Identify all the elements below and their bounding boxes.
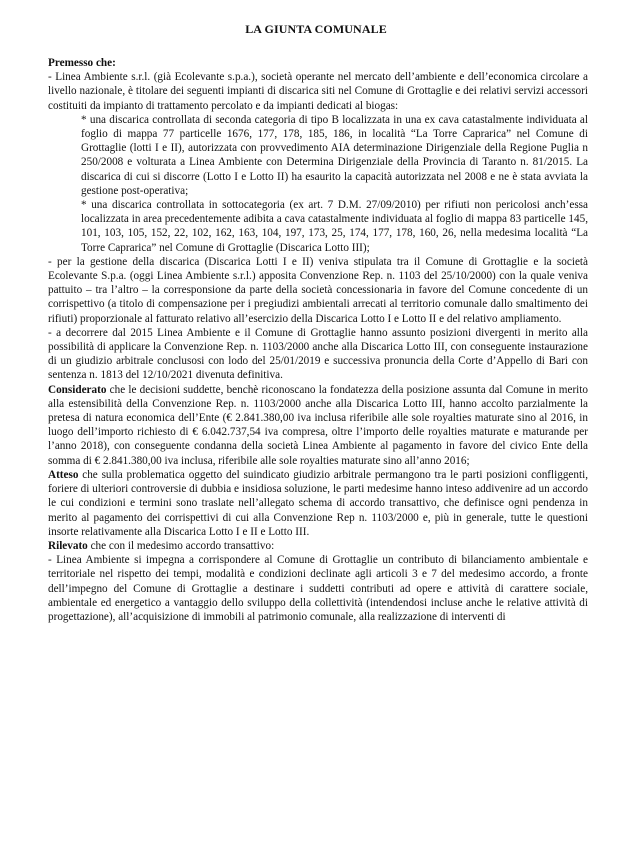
premesso-label (48, 56, 588, 70)
atteso-paragraph (48, 468, 588, 539)
atteso-label: Atteso (48, 468, 79, 481)
rilevato-label: Rilevato (48, 539, 88, 552)
rilevato-item-1: - Linea Ambiente si impegna a corrispondere al Comune di Grottaglie un contributo di bilanciamento ambientale e territoriale nel rispetto dei tempi, modalità e condizioni declinate agli articoli 3 e 7 del medesimo accordo, a fronte dell’impegno del Comune di Grottaglie a destinare i suddetti contributi ad opere e attività di carattere sociale, ambientale ed energetico a vantaggio dello sviluppo della collettività (intendendosi incluse anche le relative attività di progettazione), all’acquisizione di immobili al patrimonio comunale, alla realizzazione di interventi di (48, 554, 588, 623)
premesso-subitem-2: * una discarica controllata in sottocategoria (ex art. 7 D.M. 27/09/2010) per rifiuti non pericolosi anch’essa localizzata in area precedentemente adibita a cava catastalmente individuata al foglio di mappa 83 particelle 145, 101, 103, 105, 152, 22, 102, 162, 163, 104, 197, 173, 25, 174, 177, 178, 160, 26, nella medesima località “La Torre Caprarica” nel Comune di Grottaglie (Discarica Lotto III); (81, 199, 588, 254)
considerato-label: Considerato (48, 383, 107, 396)
premesso-paragraph-3: - a decorrere dal 2015 Linea Ambiente e il Comune di Grottaglie hanno assunto posizioni divergenti in merito alla possibilità di applicare la Convenzione Rep. n. 1103/2000 anche alla Discarica Lotto III, con conseguente instaurazione di un giudizio arbitrale conclusosi con lodo del 25/01/2019 e successiva pronuncia della Corte d’Appello di Bari con sentenza n. 1813 del 12/10/2021 divenuta definitiva. (48, 326, 588, 382)
atteso-text: che sulla problematica oggetto del suindicato giudizio arbitrale permangono tra le parti posizioni confliggenti, foriere di ulteriori controversie di dubbia e insidiosa soluzione, le parti medesime hanno inteso addivenire ad un accordo le cui condizioni e termini sono traslate nell’allegato schema di accordo transattivo, che definisce ogni pendenza in merito al pagamento dei corrispettivi di cui alla Convenzione Rep n. 1103/2000 e, più in generale, tutte le questioni insorte relativamente alla Discarica Lotto I e II e Lotto III. (48, 468, 588, 538)
considerato-text: che le decisioni suddette, benchè riconoscano la fondatezza della posizione assunta dal Comune in merito alla estensibilità della Convenzione Rep. n. 1103/2000 anche alla Discarica Lotto III, hanno accolto parzialmente la pretesa di natura economica dell’Ente (€ 2.841.380,00 iva inclusa riferibile alle sole royalties maturate sino al 2016, in luogo dell’importo richiesto di € 6.042.737,54 iva compresa, oltre l’importo delle royalties maturate e maturande per l’anno 2018), con conseguente condanna della società Linea Ambiente al pagamento in favore del civico Ente della somma di € 2.841.380,00 iva inclusa, riferibile alle sole royalties maturate sino all’anno 2016; (48, 383, 588, 467)
rilevato-text: che con il medesimo accordo transattivo: (87, 539, 275, 552)
document-body (48, 56, 588, 624)
premesso-paragraph-2: - per la gestione della discarica (Discarica Lotti I e II) veniva stipulata tra il Comune di Grottaglie e la società Ecolevante S.p.a. (oggi Linea Ambiente s.r.l.) apposita Convenzione Rep. n. 1103 del 25/10/2000) con la quale veniva pattuito – tra l’altro – la corresponsione da parte della società concessionaria in favore del Comune concedente di un corrispettivo (a titolo di compensazione per i pregiudizi ambientali arrecati al territorio comunale dallo smaltimento dei rifiuti) proporzionale al fatturato relativo all’esercizio della Discarica Lotto I e Lotto II e del relativo ampliamento. (48, 255, 588, 325)
page-title: LA GIUNTA COMUNALE (245, 22, 387, 36)
considerato-paragraph (48, 383, 588, 468)
premesso-heading: Premesso che: (48, 57, 116, 69)
premesso-subitem-1: * una discarica controllata di seconda categoria di tipo B localizzata in una ex cava catastalmente individuata al foglio di mappa 77 particelle 1676, 177, 178, 185, 186, in località “La Torre Caprarica” nel Comune di Grottaglie (lotti I e II), autorizzata con provvedimento AIA determinazione Dirigenziale della Regione Puglia n 250/2008 e volturata a Linea Ambiente con Determina Dirigenziale della Provincia di Taranto n. 81/2015. La discarica di cui si discorre (Lotto I e Lotto II) ha esaurito la capacità autorizzata nel 2008 e ne è stata avviata la gestione post-operativa; (81, 113, 588, 197)
premesso-paragraph-1: - Linea Ambiente s.r.l. (già Ecolevante s.p.a.), società operante nel mercato dell’ambiente e dell’economica circolare a livello nazionale, è titolare dei seguenti impianti di discarica siti nel Comune di Grottaglie e dei relativi servizi accessori costituiti da impianto di trattamento percolato e da impianti dedicati al biogas: (48, 71, 588, 112)
rilevato-paragraph (48, 539, 588, 553)
